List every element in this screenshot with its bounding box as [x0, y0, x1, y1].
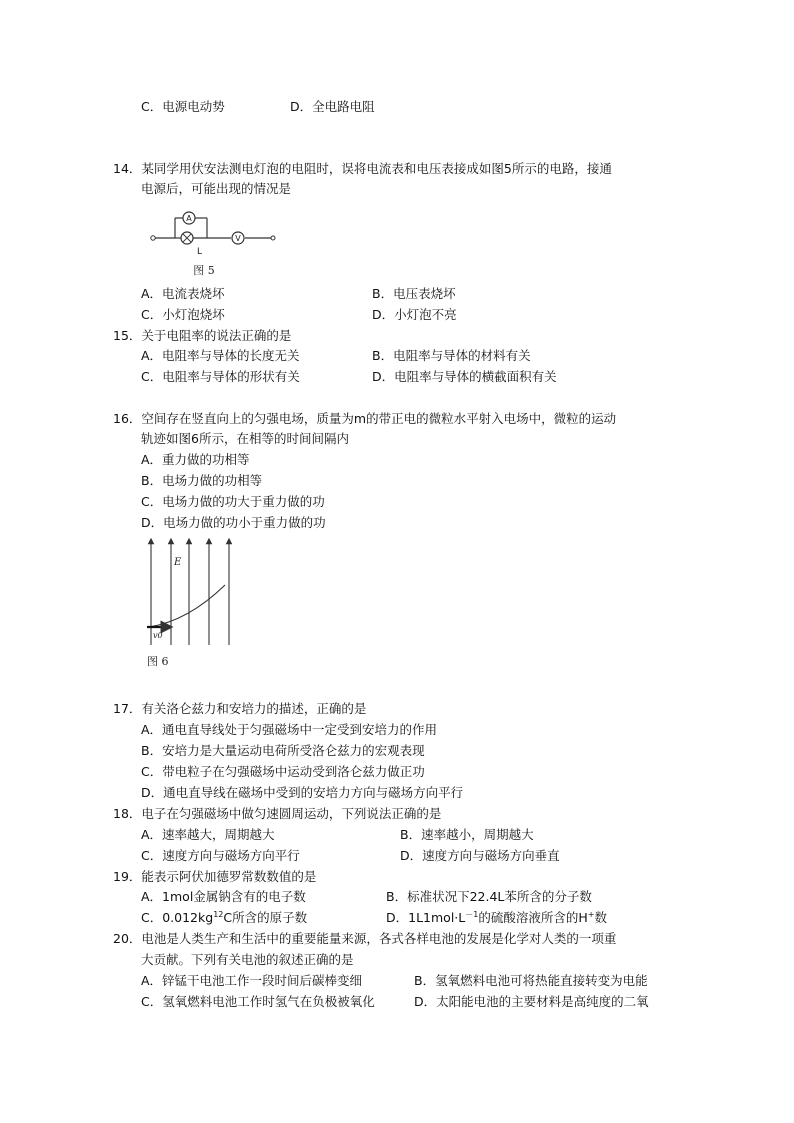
lamp-label: L: [197, 247, 203, 257]
q17-option-b: B．安培力是大量运动电荷所受洛仑兹力的宏观表现: [141, 743, 425, 758]
q17-option-d: D．通电直导线在磁场中受到的安培力方向与磁场方向平行: [141, 785, 464, 800]
q20-option-b: B．氢氧燃料电池可将热能直接转变为电能: [414, 973, 648, 988]
q16-option-b: B．电场力做的功相等: [141, 473, 263, 488]
q19-option-d: D．$1L1mol\cdot L^{-1}$的硫酸溶液所含的H+数: [386, 909, 607, 925]
q15-option-d: D．电阻率与导体的横截面积有关: [372, 369, 557, 384]
q14-stem-line2: 电源后，可能出现的情况是: [141, 181, 292, 196]
q19-option-c: C．$0.012kg^{12}C$所含的原子数: [141, 909, 308, 925]
field-lines: [151, 541, 229, 645]
q13-option-c: C．电源电动势: [141, 99, 225, 114]
figure-5-caption: 图 5: [193, 264, 215, 277]
q15-option-b: B．电阻率与导体的材料有关: [372, 348, 531, 363]
q18-stem: 18．电子在匀强磁场中做匀速圆周运动，下列说法正确的是: [113, 806, 442, 821]
q18-option-c: C．速度方向与磁场方向平行: [141, 848, 300, 863]
figure-6-caption: 图 6: [147, 655, 169, 668]
ammeter-label: A: [186, 214, 192, 223]
q16-option-c: C．电场力做的功大于重力做的功: [141, 494, 325, 509]
voltmeter-label: V: [235, 234, 241, 243]
q15-option-c: C．电阻率与导体的形状有关: [141, 369, 300, 384]
q14-option-d: D．小灯泡不亮: [372, 307, 457, 322]
q17-option-c: C．带电粒子在匀强磁场中运动受到洛仑兹力做正功: [141, 764, 425, 779]
q20-stem-line2: 大贡献。下列有关电池的叙述正确的是: [141, 952, 354, 967]
field-label-e: E: [174, 557, 182, 568]
particle-trajectory: [149, 585, 225, 627]
q16-stem-line2: 轨迹如图6所示，在相等的时间间隔内: [141, 431, 349, 446]
q20-option-a: A．锌锰干电池工作一段时间后碳棒变细: [141, 973, 363, 988]
q20-stem-line1: 20．电池是人类生产和生活中的重要能量来源，各式各样电池的发展是化学对人类的一项重: [113, 931, 617, 946]
voltmeter-symbol: [232, 232, 244, 244]
q17-option-a: A．通电直导线处于匀强磁场中一定受到安培力的作用: [141, 722, 438, 737]
q18-option-d: D．速度方向与磁场方向垂直: [400, 848, 560, 863]
q20-option-c: C．氢氧燃料电池工作时氢气在负极被氧化: [141, 994, 375, 1009]
figure-6-field-diagram: [143, 535, 243, 670]
q19-option-a: A．1mol金属钠含有的电子数: [141, 889, 306, 904]
q17-stem: 17．有关洛仑兹力和安培力的描述，正确的是: [113, 701, 367, 716]
q14-stem-line1: 14．某同学用伏安法测电灯泡的电阻时，误将电流表和电压表接成如图5所示的电路，接通: [113, 161, 612, 176]
q18-option-b: B．速率越小，周期越大: [400, 827, 534, 842]
q14-option-c: C．小灯泡烧坏: [141, 307, 225, 322]
ammeter-symbol: [183, 212, 195, 224]
q18-option-a: A．速率越大，周期越大: [141, 827, 275, 842]
q19-stem: 19．能表示阿伏加德罗常数数值的是: [113, 869, 317, 884]
q16-stem-line1: 16．空间存在竖直向上的匀强电场，质量为m的带正电的微粒水平射入电场中，微粒的运动: [113, 411, 617, 426]
q16-option-a: A．重力做的功相等: [141, 452, 250, 467]
q20-option-d: D．太阳能电池的主要材料是高纯度的二氧: [414, 994, 649, 1009]
q14-option-a: A．电流表烧坏: [141, 286, 225, 301]
lamp-symbol: [181, 232, 193, 244]
velocity-label: v0: [153, 631, 163, 640]
q15-option-a: A．电阻率与导体的长度无关: [141, 348, 300, 363]
figure-5-circuit: [147, 208, 277, 278]
q19-option-b: B．标准状况下22.4L苯所含的分子数: [386, 889, 592, 904]
q13-option-d: D．全电路电阻: [290, 99, 375, 114]
q15-stem: 15．关于电阻率的说法正确的是: [113, 328, 292, 343]
q16-option-d: D．电场力做的功小于重力做的功: [141, 515, 326, 530]
q14-option-b: B．电压表烧坏: [372, 286, 456, 301]
